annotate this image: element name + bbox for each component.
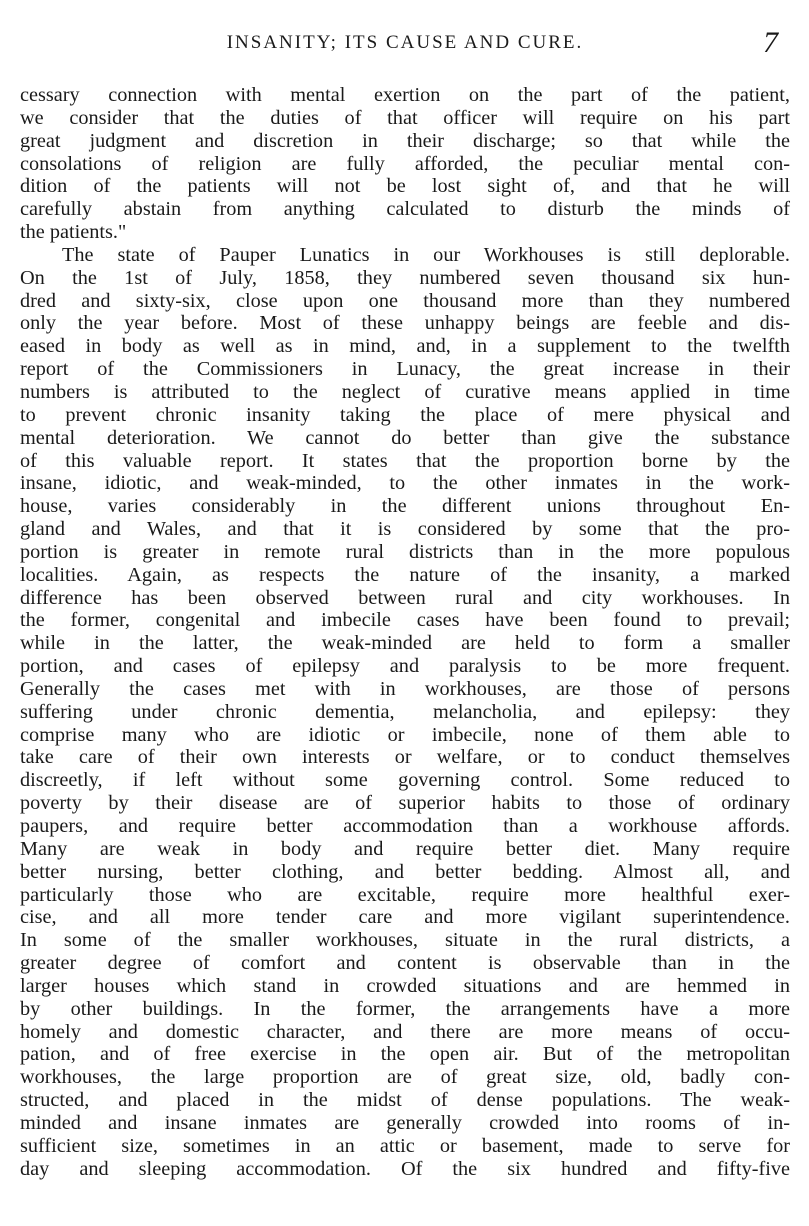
text-line: gland and Wales, and that it is considered by some that the pro- bbox=[20, 518, 790, 541]
text-line: comprise many who are idiotic or imbecile, none of them able to bbox=[20, 723, 790, 746]
text-line: structed, and placed in the midst of dense populations. The weak- bbox=[20, 1089, 790, 1112]
text-line: dred and sixty-six, close upon one thousand more than they numbered bbox=[20, 289, 790, 312]
text-line: paupers, and require better accommodation than a workhouse affords. bbox=[20, 815, 790, 837]
text-line: localities. Again, as respects the nature of the insanity, a marked bbox=[20, 563, 790, 586]
text-line: day and sleeping accommodation. Of the six hundred and fifty-five bbox=[20, 1157, 790, 1180]
running-head bbox=[20, 26, 790, 62]
text-line: poverty by their disease are of superior habits to those of ordinary bbox=[20, 792, 790, 815]
text-line: insane, idiotic, and weak-minded, to the other inmates in the work- bbox=[20, 472, 790, 495]
text-line: great judgment and discretion in their discharge; so that while the bbox=[20, 129, 790, 152]
text-line: In some of the smaller workhouses, situate in the rural districts, a bbox=[20, 929, 790, 952]
body-text bbox=[20, 84, 790, 1181]
text-line: difference has been observed between rural and city workhouses. In bbox=[20, 586, 790, 609]
text-line: to prevent chronic insanity taking the place of mere physical and bbox=[20, 403, 790, 426]
text-line: house, varies considerably in the different unions throughout En- bbox=[20, 495, 790, 518]
text-line: dition of the patients will not be lost sight of, and that he will bbox=[20, 175, 790, 198]
text-line: homely and domestic character, and there are more means of occu- bbox=[20, 1020, 790, 1043]
text-line: portion is greater in remote rural districts than in the more populous bbox=[20, 540, 790, 563]
text-line: better nursing, better clothing, and better bedding. Almost all, and bbox=[20, 860, 790, 883]
text-line: of this valuable report. It states that the proportion borne by the bbox=[20, 449, 790, 472]
text-line: cise, and all more tender care and more vigilant superintendence. bbox=[20, 906, 790, 929]
text-line: take care of their own interests or welfare, or to conduct themselves bbox=[20, 746, 790, 769]
text-line: the former, congenital and imbecile cases have been found to prevail; bbox=[20, 609, 790, 632]
text-line: larger houses which stand in crowded situations and are hemmed in bbox=[20, 974, 790, 997]
text-line: eased in body as well as in mind, and, in a supplement to the twelfth bbox=[20, 335, 790, 358]
text-line: pation, and of free exercise in the open air. But of the metropolitan bbox=[20, 1043, 790, 1066]
text-line: by other buildings. In the former, the arrangements have a more bbox=[20, 997, 790, 1020]
text-line: workhouses, the large proportion are of great size, old, badly con- bbox=[20, 1066, 790, 1089]
text-line: the patients." bbox=[20, 221, 127, 244]
text-line: numbers is attributed to the neglect of curative means applied in time bbox=[20, 380, 790, 403]
page-number: 7 bbox=[763, 26, 778, 59]
text-line: discreetly, if left without some governing control. Some reduced to bbox=[20, 769, 790, 792]
running-title: INSANITY; ITS CAUSE AND CURE. bbox=[226, 32, 584, 53]
text-line: Many are weak in body and require better diet. Many require bbox=[20, 837, 790, 860]
text-line: consolations of religion are fully afforded, the peculiar mental con- bbox=[20, 152, 790, 175]
text-line: The state of Pauper Lunatics in our Workhouses is still deplorable. bbox=[62, 243, 790, 266]
text-line: cessary connection with mental exertion on the part of the patient, bbox=[20, 84, 790, 106]
text-line: carefully abstain from anything calculated to disturb the minds of bbox=[20, 198, 790, 221]
text-line: mental deterioration. We cannot do better than give the substance bbox=[20, 426, 790, 449]
text-line: greater degree of comfort and content is observable than in the bbox=[20, 952, 790, 975]
text-line: while in the latter, the weak-minded are held to form a smaller bbox=[20, 632, 790, 655]
text-line: portion, and cases of epilepsy and paralysis to be more frequent. bbox=[20, 655, 790, 678]
text-line: Generally the cases met with in workhouses, are those of persons bbox=[20, 677, 790, 700]
text-line: sufficient size, sometimes in an attic or basement, made to serve for bbox=[20, 1134, 790, 1157]
text-line: particularly those who are excitable, require more healthful exer- bbox=[20, 883, 790, 906]
text-line: suffering under chronic dementia, melancholia, and epilepsy: they bbox=[20, 700, 790, 723]
text-line: only the year before. Most of these unhappy beings are feeble and dis- bbox=[20, 312, 790, 335]
text-line: On the 1st of July, 1858, they numbered seven thousand six hun- bbox=[20, 266, 790, 289]
text-line: we consider that the duties of that officer will require on his part bbox=[20, 106, 790, 129]
text-line: minded and insane inmates are generally crowded into rooms of in- bbox=[20, 1111, 790, 1134]
text-line: report of the Commissioners in Lunacy, the great increase in their bbox=[20, 358, 790, 381]
